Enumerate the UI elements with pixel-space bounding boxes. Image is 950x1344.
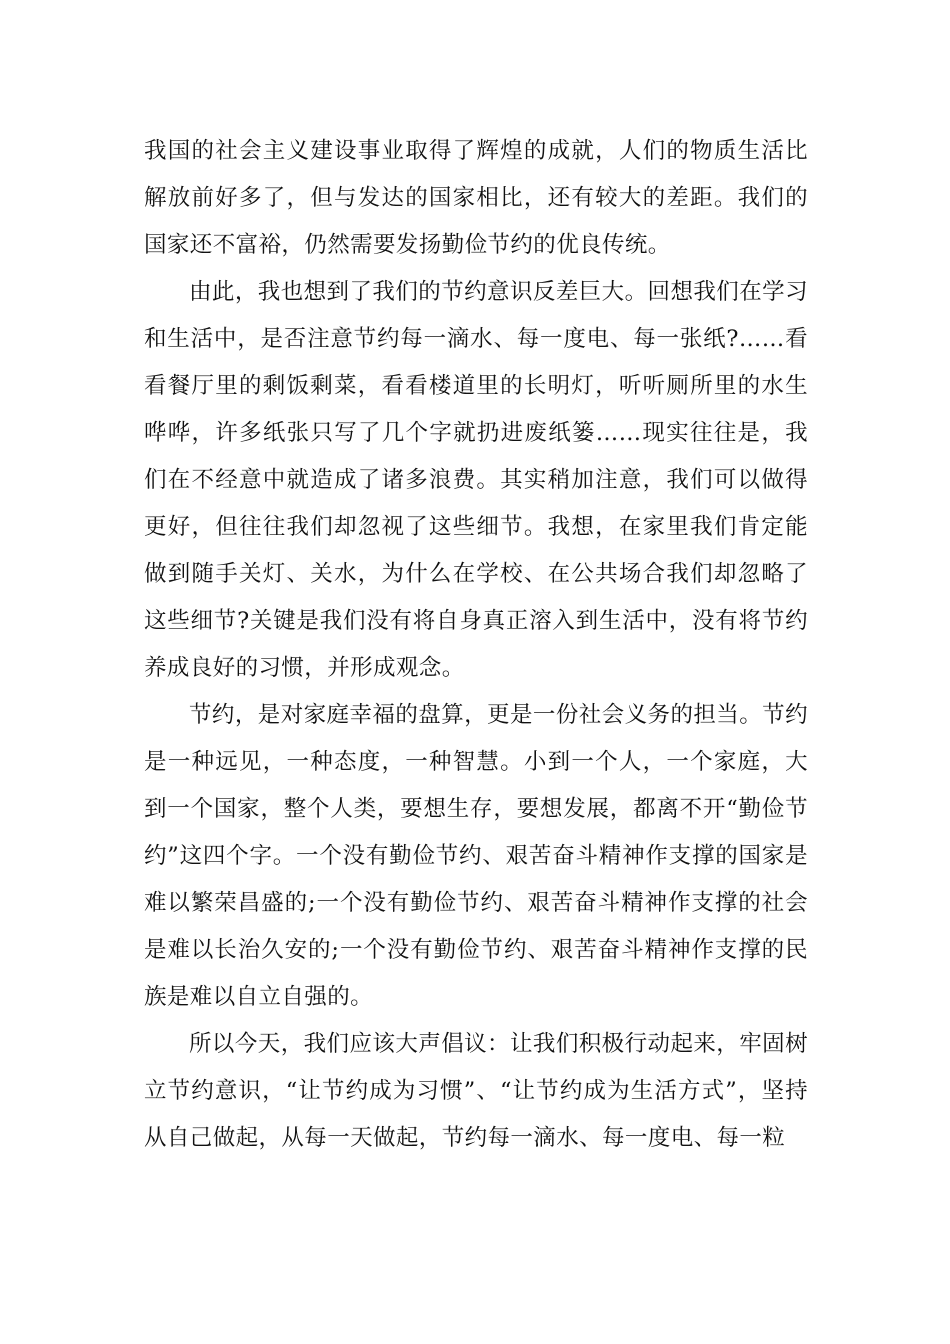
paragraph-4: 所以今天，我们应该大声倡议：让我们积极行动起来，牢固树立节约意识，“让节约成为习惯”、“让节约成为生活方式”，坚持从自己做起，从每一天做起，节约每一滴水、每一度电、每一粒	[144, 1031, 808, 1151]
paragraph-2: 由此，我也想到了我们的节约意识反差巨大。回想我们在学习和生活中，是否注意节约每一滴水、每一度电、每一张纸?……看看餐厅里的剩饭剩菜，看看楼道里的长明灯，听听厕所里的水生哗哗，许多纸张只写了几个字就扔进废纸篓……现实往往是，我们在不经意中就造成了诸多浪费。其实稍加注意，我们可以做得更好，但往往我们却忽视了这些细节。我想，在家里我们肯定能做到随手关灯、关水，为什么在学校、在公共场合我们却忽略了这些细节?关键是我们没有将自身真正溶入到生活中，没有将节约养成良好的习惯，并形成观念。	[144, 279, 808, 681]
paragraph-3: 节约，是对家庭幸福的盘算，更是一份社会义务的担当。节约是一种远见，一种态度，一种智慧。小到一个人，一个家庭，大到一个国家，整个人类，要想生存，要想发展，都离不开“勤俭节约”这四个字。一个没有勤俭节约、艰苦奋斗精神作支撑的国家是难以繁荣昌盛的;一个没有勤俭节约、艰苦奋斗精神作支撑的社会是难以长治久安的;一个没有勤俭节约、艰苦奋斗精神作支撑的民族是难以自立自强的。	[144, 702, 808, 1010]
paragraph-1: 我国的社会主义建设事业取得了辉煌的成就，人们的物质生活比解放前好多了，但与发达的国家相比，还有较大的差距。我们的国家还不富裕，仍然需要发扬勤俭节约的优良传统。	[144, 138, 808, 258]
document-body	[144, 128, 808, 1162]
